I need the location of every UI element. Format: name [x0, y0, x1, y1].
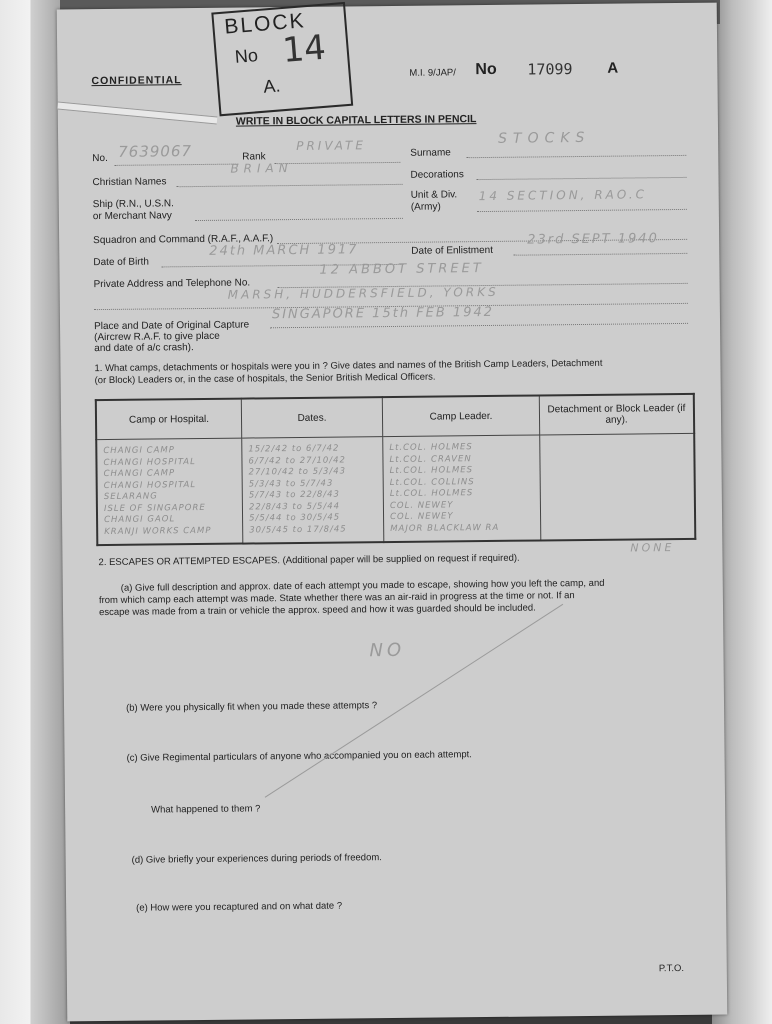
address-line-2: MARSH, HUDDERSFIELD, YORKS: [227, 284, 499, 302]
list-item: ISLE OF SINGAPORE: [103, 502, 206, 514]
q2c-sub-text: What happened to them ?: [151, 803, 261, 816]
address-line-1: 12 ABBOT STREET: [319, 261, 484, 278]
stamp-number: 14: [281, 27, 328, 72]
list-item: 6/7/42 to 27/10/42: [248, 454, 346, 467]
q2d-text: (d) Give briefly your experiences during periods of freedom.: [131, 852, 382, 866]
stamp-no-text: No: [234, 45, 259, 67]
q2a-line-3: escape was made from a train or vehicle the approx. speed and how it was guarded should be included.: [98, 602, 536, 619]
service-number-value: 7639067: [118, 142, 193, 161]
no-label: No.: [92, 152, 108, 165]
list-item: Lt.COL. HOLMES: [389, 488, 474, 500]
list-item: CHANGI HOSPITAL: [103, 479, 197, 491]
decorations-label: Decorations: [410, 169, 464, 181]
capture-value: SINGAPORE 15th FEB 1942: [271, 304, 495, 323]
serial-no-label: No: [475, 60, 497, 79]
q2c-text: (c) Give Regimental particulars of anyone who accompanied you on each attempt.: [126, 749, 472, 764]
christian-names-label: Christian Names: [92, 176, 167, 189]
q2a-answer: NO: [369, 639, 406, 662]
list-item: 27/10/42 to 5/3/43: [248, 466, 347, 478]
q2-title-answer: NONE: [630, 541, 675, 555]
stamp-block-text: BLOCK: [223, 9, 307, 39]
q2a-line-1: (a) Give full description and approx. date of each attempt you made to escape, showing how you left the camp, and: [120, 577, 605, 594]
list-item: CHANGI HOSPITAL: [103, 456, 196, 468]
confidential-label: CONFIDENTIAL: [91, 74, 182, 88]
unit-value: 14 SECTION, RAO.C: [478, 187, 648, 204]
list-item: COL. NEWEY: [389, 499, 454, 511]
list-item: CHANGI GAOL: [104, 514, 176, 526]
list-item: 15/2/42 to 6/7/42: [248, 443, 340, 455]
q2a-line-2: from which camp each attempt was made. State whether there was an air-raid in progress at the time or not. If an: [98, 590, 575, 607]
christian-names-value: BRIAN: [230, 161, 293, 176]
ship-label: Ship (R.N., U.S.N. or Merchant Navy: [92, 198, 174, 223]
enlistment-label: Date of Enlistment: [411, 244, 494, 257]
list-item: MAJOR BLACKLAW RA: [390, 522, 500, 534]
unit-label: Unit & Div. (Army): [410, 189, 458, 213]
form-sheet: [57, 3, 728, 1022]
list-item: Lt.COL. HOLMES: [389, 442, 473, 454]
header-dates: Dates.: [241, 397, 382, 438]
date-of-birth-label: Date of Birth: [93, 256, 150, 269]
list-item: 5/5/44 to 30/5/45: [249, 512, 341, 524]
list-item: CHANGI CAMP: [103, 445, 175, 457]
list-item: 30/5/45 to 17/8/45: [249, 523, 347, 535]
header-detachment-leader: Detachment or Block Leader (if any).: [539, 394, 694, 435]
surname-label: Surname: [410, 147, 451, 159]
list-item: 5/3/43 to 5/7/43: [248, 478, 334, 489]
list-item: Lt.COL. HOLMES: [389, 465, 474, 477]
list-item: KRANJI WORKS CAMP: [104, 525, 212, 537]
q2b-text: (b) Were you physically fit when you made these attempts ?: [125, 700, 378, 714]
capture-label: Place and Date of Original Capture (Aircrew R.A.F. to give place and date of a/c crash).: [93, 319, 250, 355]
instruction-heading: WRITE IN BLOCK CAPITAL LETTERS IN PENCIL: [235, 113, 477, 128]
list-item: Lt.COL. CRAVEN: [389, 453, 472, 465]
q2-title: 2. ESCAPES OR ATTEMPTED ESCAPES. (Additional paper will be supplied on request if required).: [98, 552, 520, 569]
surname-value: STOCKS: [498, 129, 591, 147]
header-camp-or-hospital: Camp or Hospital.: [96, 399, 242, 440]
rank-value: PRIVATE: [296, 138, 366, 153]
form-reference: M.I. 9/JAP/: [409, 67, 456, 79]
list-item: COL. NEWEY: [390, 511, 454, 523]
q1-text-line-1: 1. What camps, detachments or hospitals were you in ? Give dates and names of the British Camp Leaders, Detachment: [94, 357, 603, 375]
squadron-label: Squadron and Command (R.A.F., A.A.F.): [93, 233, 274, 247]
list-item: 22/8/43 to 5/5/44: [248, 501, 341, 512]
list-item: Lt.COL. COLLINS: [389, 476, 475, 488]
stamp-letter: A.: [262, 75, 282, 97]
pencil-strike-line: [57, 3, 728, 1022]
rank-label: Rank: [242, 151, 266, 163]
serial-suffix: A: [607, 59, 619, 77]
serial-number: 17099: [527, 60, 573, 79]
date-of-birth-value: 24th MARCH 1917: [209, 242, 359, 259]
pto-label: P.T.O.: [658, 962, 685, 975]
enlistment-value: 23rd SEPT 1940: [527, 231, 659, 248]
list-item: 5/7/43 to 22/8/43: [248, 489, 340, 501]
list-item: CHANGI CAMP: [103, 468, 176, 480]
address-label: Private Address and Telephone No.: [93, 277, 251, 291]
header-camp-leader: Camp Leader.: [382, 395, 539, 436]
list-item: SELARANG: [103, 491, 158, 503]
q2e-text: (e) How were you recaptured and on what date ?: [136, 900, 343, 914]
q1-text-line-2: (or Block) Leaders or, in the case of hospitals, the Senior British Medical Officers.: [94, 371, 436, 387]
